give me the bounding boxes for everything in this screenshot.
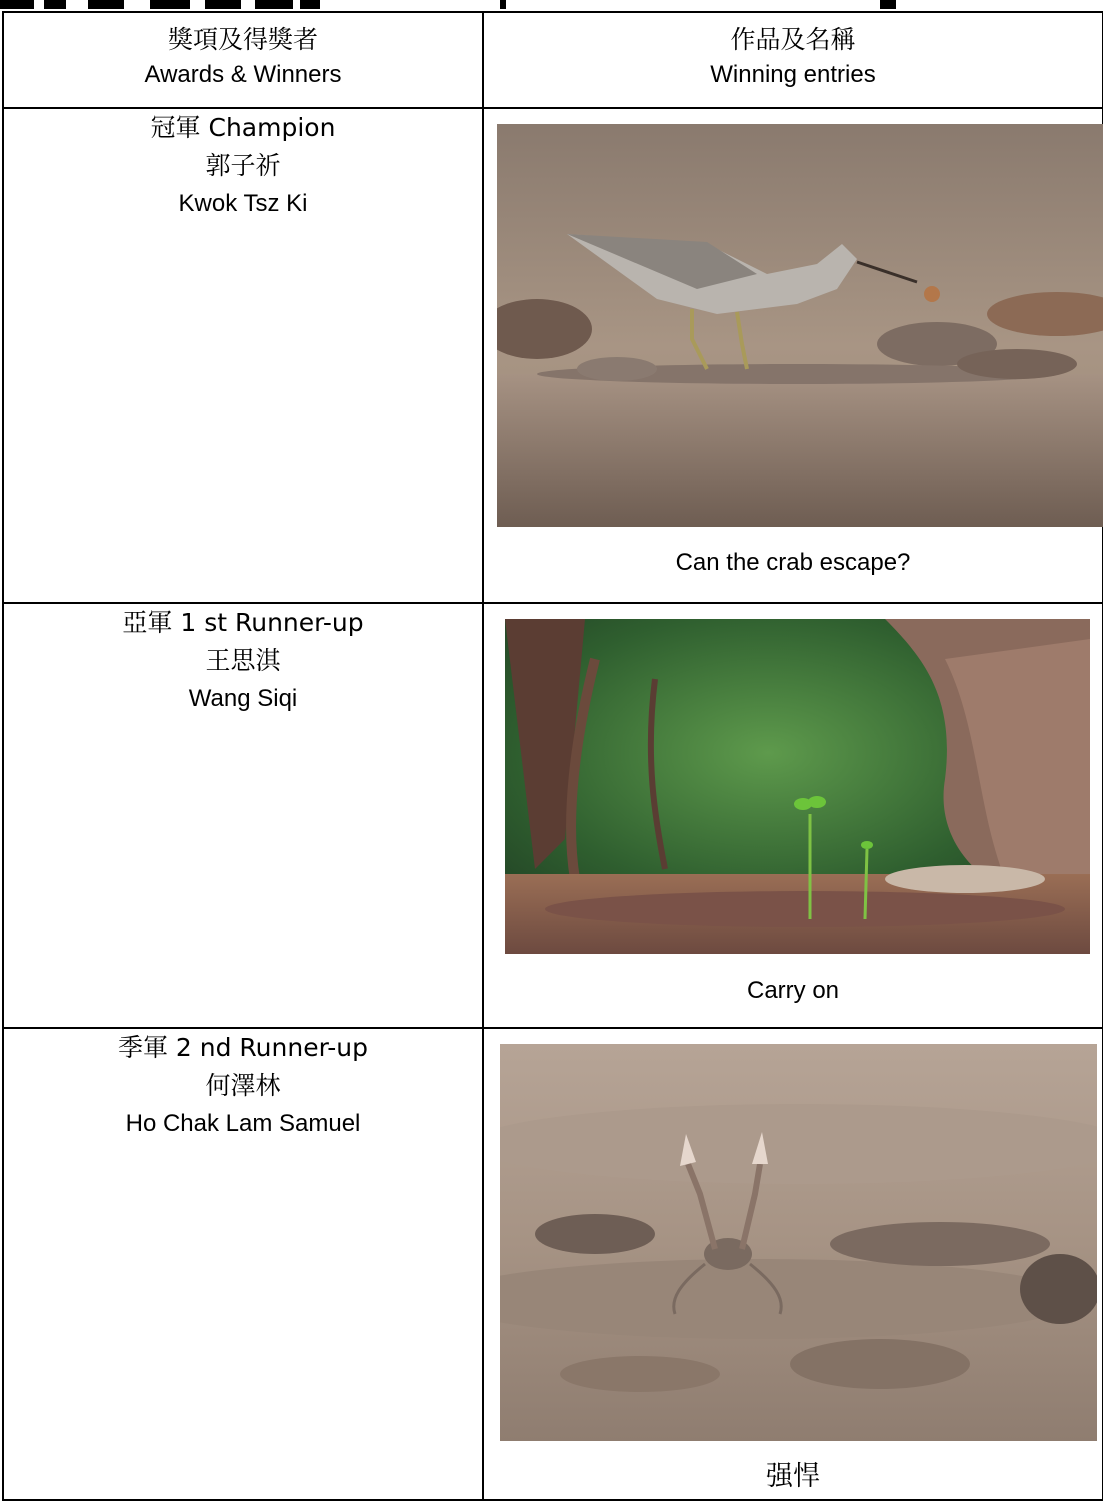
entry-photo-mangrove — [505, 619, 1090, 954]
winner-name-zh: 王思淇 — [205, 646, 281, 675]
entry-cell-second-runner-up — [483, 1028, 1103, 1500]
table-row — [3, 108, 1103, 603]
header-awards-en: Awards & Winners — [144, 61, 342, 88]
winner-cell-first-runner-up — [3, 603, 483, 1028]
entry-photo-crab — [500, 1044, 1097, 1441]
header-row — [3, 12, 1103, 108]
header-entries-zh: 作品及名稱 — [730, 25, 856, 54]
entry-photo-bird — [497, 124, 1103, 527]
winner-name-en: Wang Siqi — [188, 685, 298, 712]
entry-caption: Carry on — [746, 977, 840, 1004]
header-awards-zh: 獎項及得獎者 — [167, 25, 318, 54]
entry-caption: Can the crab escape? — [675, 549, 911, 576]
award-title: 亞軍 1 st Runner-up — [122, 608, 364, 637]
winner-cell-champion — [3, 108, 483, 603]
header-awards-cell — [3, 12, 483, 108]
entry-cell-champion — [483, 108, 1103, 603]
table-row — [3, 603, 1103, 1028]
winner-name-zh: 何澤林 — [205, 1071, 281, 1100]
table-row — [3, 1028, 1103, 1500]
awards-table — [2, 11, 1103, 1501]
header-entries-cell — [483, 12, 1103, 108]
entry-cell-first-runner-up — [483, 603, 1103, 1028]
winner-name-en: Ho Chak Lam Samuel — [125, 1110, 361, 1137]
award-title: 季軍 2 nd Runner-up — [117, 1033, 369, 1062]
award-title: 冠軍 Champion — [150, 113, 336, 142]
winner-name-zh: 郭子祈 — [205, 151, 281, 180]
winner-cell-second-runner-up — [3, 1028, 483, 1500]
entry-caption: 强悍 — [766, 1461, 820, 1492]
winner-name-en: Kwok Tsz Ki — [178, 190, 308, 217]
header-entries-en: Winning entries — [710, 61, 876, 88]
